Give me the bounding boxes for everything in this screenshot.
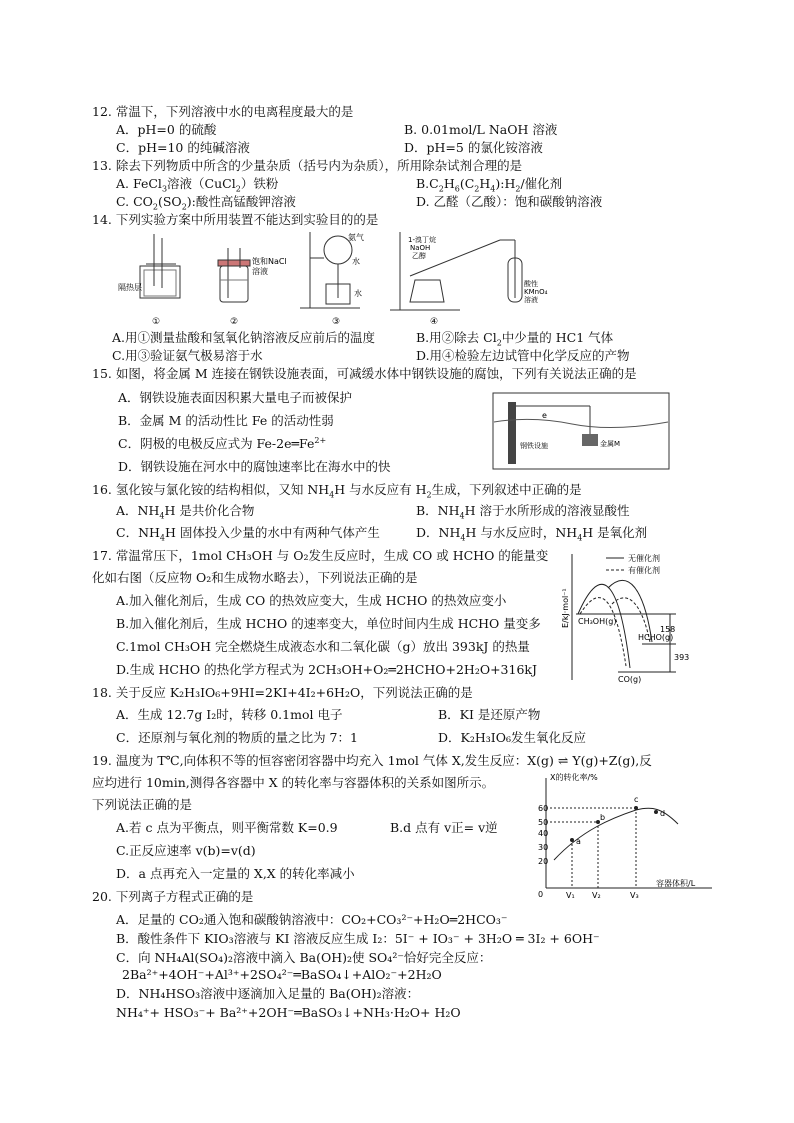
- curve-no-catalyst: [578, 584, 630, 668]
- q13-option-b: $B.C_2H_6(C_2H_4):H_2/$催化剂: [416, 176, 563, 194]
- q13-option-d: D. 乙醛（乙酸）：饱和碳酸钠溶液: [416, 194, 603, 209]
- label-co: CO(g): [618, 675, 642, 684]
- q16-stem: 16. 氢化铵与氯化铵的结构相似，又知 $NH_4H$ 与水反应有 $H_2$生成，下列叙述中正确的是: [92, 482, 582, 500]
- q15-option-d: D．钢铁设施在河水中的腐蚀速率比在海水中的快: [118, 459, 391, 474]
- q14-option-d: D.用④检验左边试管中化学反应的产物: [416, 348, 630, 363]
- q15-corrosion-figure: [492, 392, 670, 470]
- label-point-c: c: [634, 795, 639, 804]
- apparatus-2: [218, 248, 250, 302]
- q13-option-a: A. FeCl$_3$溶液（CuCl$_2$）铁粉: [116, 176, 279, 194]
- label-num-3: ③: [332, 317, 341, 327]
- label-reagent-1: 1-溴丁烷: [408, 236, 436, 244]
- label-num-4: ④: [430, 317, 439, 327]
- label-reagent-3: 乙醇: [412, 252, 426, 260]
- label-point-a: a: [576, 837, 581, 846]
- q20-option-c-line-2: 2Ba²⁺+4OH⁻+Al³⁺+2SO₄²⁻═BaSO₄↓+AlO₂⁻+2H₂O: [122, 967, 442, 982]
- q18-option-c: C．还原剂与氧化剂的物质的量之比为 7：1: [116, 730, 358, 745]
- ytick-40: 40: [538, 829, 549, 838]
- point-d: [654, 810, 658, 814]
- q19-option-d: D．a 点再充入一定量的 X,X 的转化率减小: [116, 866, 355, 881]
- q17-option-d: D.生成 HCHO 的热化学方程式为 2CH₃OH+O₂═2HCHO+2H₂O+316kJ: [116, 662, 537, 677]
- label-ammonia: 氨气: [348, 233, 364, 242]
- q12-option-b: B. 0.01mol/L NaOH 溶液: [404, 122, 558, 137]
- apparatus-1: [140, 234, 180, 298]
- q14-apparatus-figure: [110, 228, 550, 328]
- q18-option-d: D．K₂H₃IO₆发生氧化反应: [438, 730, 586, 745]
- label-insulation: 隔热层: [118, 283, 142, 292]
- q17-option-b: B.加入催化剂后，生成 HCHO 的速率变大，单位时间内生成 HCHO 量变多: [116, 616, 541, 631]
- q17-stem-2: 化如右图（反应物 O₂和生成物水略去），下列说法正确的是: [92, 570, 418, 585]
- legend-catalyst: 有催化剂: [628, 566, 660, 575]
- ytick-50: 50: [538, 818, 549, 827]
- q17-option-c: C.1mol CH₃OH 完全燃烧生成液态水和二氧化碳（g）放出 393kJ 的热量: [116, 639, 530, 654]
- label-metal-m: 金属M: [600, 440, 621, 448]
- q15-option-b: B．金属 M 的活动性比 Fe 的活动性弱: [118, 413, 334, 428]
- q20-option-d-line-2: NH₄⁺+ HSO₃⁻+ Ba²⁺+2OH⁻═BaSO₃↓+NH₃·H₂O+ H₂O: [116, 1005, 461, 1020]
- q12-option-a: A．pH=0 的硫酸: [116, 122, 217, 137]
- label-steel: 钢铁设施: [520, 442, 548, 450]
- q20-option-d-line-1: D．NH₄HSO₃溶液中逐滴加入足量的 Ba(OH)₂溶液：: [116, 986, 420, 1001]
- q20-stem: 20. 下列离子方程式正确的是: [92, 889, 254, 904]
- label-158: 158: [660, 625, 676, 634]
- xtick-v3: V₃: [630, 891, 639, 900]
- q19-stem-1: 19. 温度为 T℃,向体积不等的恒容密闭容器中均充入 1mol 气体 X,发生反应：X(g) ⇌ Y(g)+Z(g),反: [92, 753, 652, 768]
- xtick-v2: V₂: [592, 891, 601, 900]
- q15-option-c: C．阴极的电极反应式为 $Fe-2e═Fe^{2+}$: [118, 435, 327, 451]
- ytick-30: 30: [538, 843, 549, 852]
- label-reagent-2: NaOH: [410, 244, 431, 252]
- q20-option-c-line-1: C．向 NH₄Al(SO₄)₂溶液中滴入 Ba(OH)₂使 SO₄²⁻恰好完全反应：: [116, 950, 492, 965]
- label-water-2: 水: [354, 289, 362, 298]
- ytick-60: 60: [538, 804, 549, 813]
- q18-stem: 18. 关于反应 K₂H₃IO₆+9HI=2KI+4I₂+6H₂O，下列说法正确的是: [92, 685, 473, 700]
- q19-xlabel: 容器体积/L: [656, 879, 696, 888]
- label-water-1: 水: [352, 257, 360, 266]
- q16-option-d: D．$NH_4H$ 与水反应时，$NH_4H$ 是氧化剂: [416, 525, 648, 543]
- q17-energy-diagram: [558, 548, 692, 684]
- q19-conversion-chart: [532, 770, 718, 900]
- label-point-b: b: [600, 813, 606, 822]
- q13-option-c: C. $CO_2(SO_2)$:酸性高锰酸钾溶液: [116, 194, 296, 212]
- label-electron: e: [542, 411, 547, 420]
- label-kmno4-1: 酸性: [524, 280, 538, 288]
- apparatus-3: [300, 232, 360, 308]
- label-num-1: ①: [152, 317, 161, 327]
- q18-option-a: A．生成 12.7g I₂时，转移 0.1mol 电子: [116, 707, 343, 722]
- q14-option-c: C.用③验证氨气极易溶于水: [112, 348, 263, 363]
- q16-option-c: C．$NH_4H$ 固体投入少量的水中有两种气体产生: [116, 525, 380, 543]
- q19-ylabel: X的转化率/%: [550, 773, 598, 782]
- q16-option-a: A．$NH_4H$ 是共价化合物: [116, 503, 255, 521]
- xtick-v1: V₁: [566, 891, 575, 900]
- q16-option-b: B．$NH_4H$ 溶于水所形成的溶液显酸性: [416, 503, 630, 521]
- q19-option-c: C.正反应速率 v(b)=v(d): [116, 843, 256, 858]
- q14-stem: 14. 下列实验方案中所用装置不能达到实验目的的是: [92, 212, 379, 227]
- q13-stem: 13. 除去下列物质中所含的少量杂质（括号内为杂质），所用除杂试剂合理的是: [92, 158, 523, 173]
- label-nacl-2: 溶液: [252, 267, 268, 276]
- q12-stem: 12. 常温下，下列溶液中水的电离程度最大的是: [92, 104, 354, 119]
- energy-axis-label: E/kJ·mol⁻¹: [561, 588, 570, 628]
- q14-option-a: A.用①测量盐酸和氢氧化钠溶液反应前后的温度: [112, 330, 376, 345]
- q15-stem: 15. 如图，将金属 M 连接在钢铁设施表面，可减缓水体中钢铁设施的腐蚀，下列有关说法正确的是: [92, 366, 637, 381]
- label-nacl-1: 饱和NaCl: [252, 257, 287, 266]
- q12-option-c: C．pH=10 的纯碱溶液: [116, 140, 250, 155]
- point-a: [570, 838, 574, 842]
- q14-option-b: B.用②除去 $Cl_2$中少量的 HC1 气体: [416, 330, 614, 348]
- label-kmno4-2: KMnO₄: [524, 288, 548, 296]
- label-ch3oh: CH₃OH(g): [578, 617, 617, 626]
- label-kmno4-3: 溶液: [524, 296, 538, 304]
- label-point-d: d: [660, 809, 666, 818]
- q20-option-b: B．酸性条件下 KIO₃溶液与 KI 溶液反应生成 I₂：5I⁻ + IO₃⁻ + 3H₂O ═ 3I₂ + 6OH⁻: [116, 931, 600, 946]
- q19-stem-2: 应均进行 10min,测得各容器中 X 的转化率与容器体积的关系如图所示。: [92, 775, 495, 790]
- label-num-2: ②: [230, 317, 239, 327]
- q19-stem-3: 下列说法正确的是: [92, 797, 193, 812]
- q18-option-b: B．KI 是还原产物: [438, 707, 541, 722]
- q12-option-d: D．pH=5 的氯化铵溶液: [404, 140, 543, 155]
- q19-option-b: B.d 点有 v正= v逆: [390, 820, 498, 835]
- legend-no-catalyst: 无催化剂: [628, 554, 660, 563]
- origin-label: 0: [538, 890, 544, 899]
- q17-option-a: A.加入催化剂后，生成 CO 的热效应变大，生成 HCHO 的热效应变小: [116, 593, 507, 608]
- q15-option-a: A．钢铁设施表面因积累大量电子而被保护: [118, 390, 353, 405]
- label-393: 393: [674, 653, 690, 662]
- q19-option-a: A.若 c 点为平衡点，则平衡常数 K=0.9: [116, 820, 338, 835]
- point-c: [634, 806, 638, 810]
- label-hcho: HCHO(g): [638, 633, 674, 642]
- ytick-20: 20: [538, 857, 549, 866]
- q17-stem-1: 17. 常温常压下，1mol CH₃OH 与 O₂发生反应时，生成 CO 或 HCHO 的能量变: [92, 548, 549, 563]
- q20-option-a: A．足量的 CO₂通入饱和碳酸钠溶液中：CO₂+CO₃²⁻+H₂O═2HCO₃⁻: [116, 912, 508, 927]
